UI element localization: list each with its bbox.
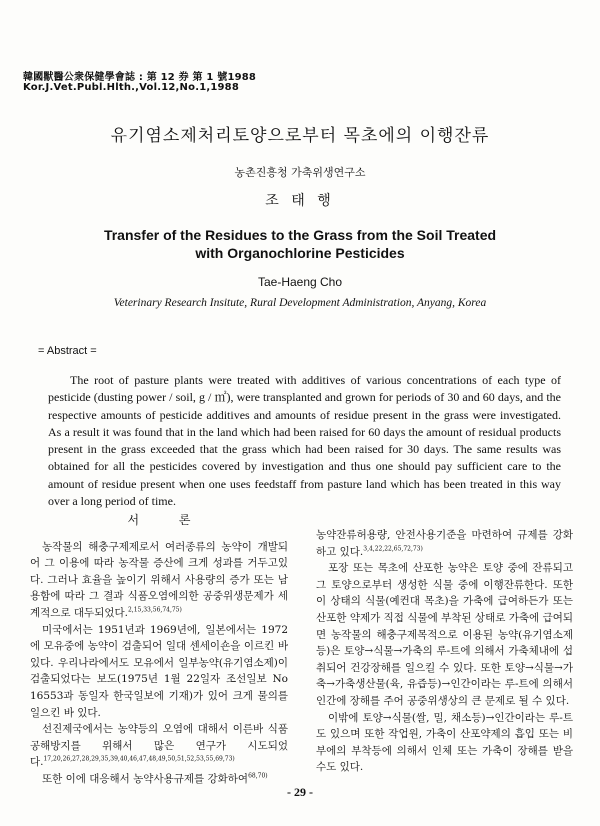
body-paragraph: 선진제국에서는 농약등의 오염에 대해서 이른바 식품공해방지를 위해서 많은 연구가 시도되었다.$^{17,20,26,27,28,29,35,39,40,46,47,48,49,50,51,52,53,55,69,73)}$	[30, 723, 288, 769]
english-title-line-2: with Organochlorine Pesticides	[195, 245, 405, 261]
abstract-text: The root of pasture plants were treated with additives of various concentrations of each type of pesticide (dusting power / soil, g / ㎡), were transplanted and grown for periods of 30 and 60 days, and the respective amounts of pesticide additives and amounts of residue present in the grass were investigated. As a result it was found that in the land which had been raised for 60 days the amount of residual products present in the grass exceeded that the grass which had been raised for 30 days. The same results was obtained for all the pesticides covered by investigation and thus one should pay sufficient care to the amount of residue present when one uses feedstaff from pasture land which has been treated in this way over a long period of time.	[48, 373, 561, 509]
english-author: Tae-Haeng Cho	[257, 275, 343, 289]
right-paragraphs	[316, 527, 573, 776]
english-title-line-1: Transfer of the Residues to the Grass from the Soil Treated	[103, 227, 497, 243]
journal-title-korean: 韓國獸醫公衆保健學會誌 : 第 12 券 第 1 號1988	[23, 72, 257, 83]
citation-reference: 68,70)	[248, 772, 268, 780]
english-affiliation: Veterinary Research Insitute, Rural Development Administration, Anyang, Korea	[113, 297, 487, 309]
korean-affiliation: 농촌진흥청 가축위생연구소	[234, 166, 366, 179]
abstract-label: = Abstract =	[38, 345, 97, 357]
body-paragraph: 또한 이에 대응해서 농약사용규제를 강화하여$^{68,70)}$	[42, 772, 268, 785]
journal-citation: Kor.J.Vet.Publ.Hlth.,Vol.12,No.1,1988	[23, 82, 239, 93]
section-heading-introduction: 서 론	[127, 513, 209, 527]
body-paragraph: 농약잔류허용량, 안전사용기준을 마련하여 규제를 강화하고 있다.$^{3,4,22,22,65,72,73)}$	[316, 529, 573, 558]
korean-author: 조 태 행	[265, 193, 335, 209]
body-paragraph: 이밖에 토양→식물(쌀, 밀, 채소등)→인간이라는 루-트도 있으며 또한 작업원, 가축이 산포약제의 흡입 또는 비부에의 부착등에 의해서 인체 또는 가축이 장해를 받을 수도 있다.	[316, 711, 573, 774]
body-paragraph: 포장 또는 목초에 산포한 농약은 토양 중에 잔류되고 그 토양으로부터 생성한 식물 중에 이행잔류한다. 또한 이 상태의 식물(예컨대 목초)을 가축에 급여하든가 또는 산포한 약제가 직접 식물에 부착된 상태로 가축에 급여되면 농작물의 해충구제목적으로 이용된 농약(유기염소제등)은 토양→식물→가축의 루-트에 의해서 가축체내에 섭취되어 건강장해를 일으킬 수 있다. 또한 토양→식물→가축→가축생산물(육, 유즙등)→인간이라는 루-트에 의해서 인간에 장해를 주어 공중위생상의 큰 문제로 될 수 있다.	[316, 562, 573, 707]
citation-reference: 3,4,22,22,65,72,73)	[363, 545, 423, 553]
left-paragraphs	[30, 539, 288, 788]
body-paragraph: 농작물의 해충구제제로서 여러종류의 농약이 개발되어 그 이용에 따라 농작물 증산에 크게 성과를 거두고있다. 그러나 효율을 높이기 위해서 사용량의 증가 또는 남용함에 따라 그 결과 식품오염에의한 공중위생문제가 세계적으로 대두되었다.$^{2,15,33,56,74,75)}$	[30, 540, 288, 619]
page-number: - 29 -	[287, 785, 313, 799]
citation-reference: 2,15,33,56,74,75)	[127, 606, 182, 614]
left-column	[30, 512, 288, 788]
korean-title: 유기염소제처리토양으로부터 목초에의 이행잔류	[110, 126, 490, 146]
citation-reference: 17,20,26,27,28,29,35,39,40,46,47,48,49,50,51,52,53,55,69,73)	[43, 755, 235, 763]
body-paragraph: 미국에서는 1951년과 1969년에, 일본에서는 1972에 모유중에 농약이 검출되어 일대 센세이숀을 이르킨 바 있다. 우리나라에서도 모유에서 일부농약(유기염소제)이 검출되었다는 보도(1975년 1월 22일자 조선일보 No 16553과 동일자 한국일보에 기재)가 있어 크게 물의를 일으킨 바 있다.	[30, 623, 288, 719]
right-column	[316, 527, 573, 776]
